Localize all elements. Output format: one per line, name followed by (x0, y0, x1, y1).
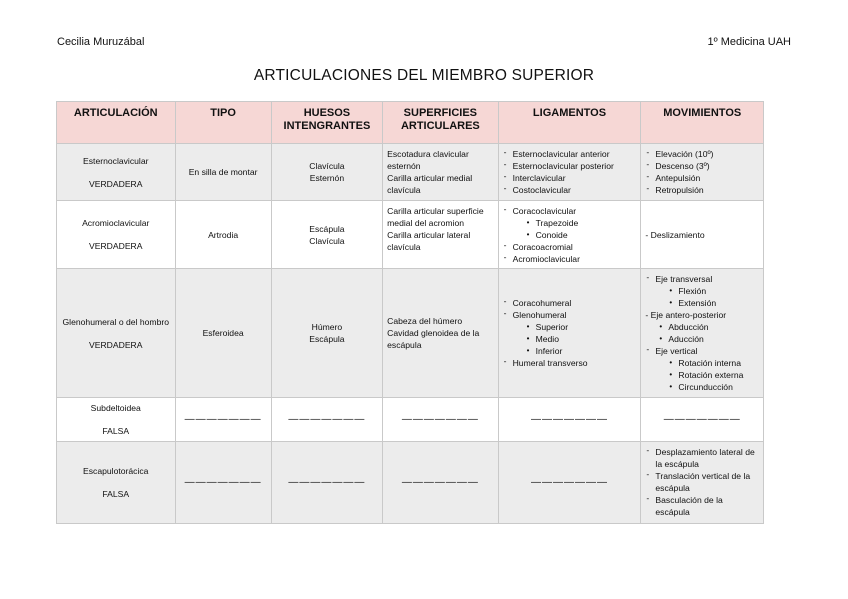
type-cell: En silla de montar (175, 144, 271, 201)
ligament-item: - Esternoclavicular anterior (503, 148, 637, 160)
author-name: Cecilia Muruzábal (57, 36, 145, 48)
movements-cell (641, 144, 764, 201)
movement-subitem: • Abducción (659, 321, 759, 333)
bone-item: Escápula (309, 334, 345, 344)
surface-item: Carilla articular lateral clavícula (387, 230, 471, 252)
movement-item: - Antepulsión (645, 172, 759, 184)
movements-cell (641, 201, 764, 269)
table-row (57, 398, 764, 442)
movement-item: - Elevación (10º) (645, 148, 759, 160)
movement-item: - Retropulsión (645, 184, 759, 196)
ligament-item (503, 205, 637, 241)
empty-cell: ——————— (383, 442, 498, 524)
column-header-huesos-line2: INTENGRANTES (283, 120, 371, 132)
movement-item: - Desplazamiento lateral de la escápula (645, 446, 759, 470)
ligament-item: - Coracoacromial (503, 241, 637, 253)
empty-cell: ——————— (498, 442, 641, 524)
table-header-row (57, 102, 764, 144)
surfaces-cell (383, 201, 498, 269)
column-header-superficies (383, 102, 498, 144)
ligaments-cell (498, 269, 641, 398)
surfaces-cell (383, 269, 498, 398)
movement-axis: Eje transversal (655, 274, 713, 284)
bone-item: Clavícula (309, 235, 345, 246)
movement-axis: - Eje antero-posterior (645, 310, 727, 320)
joint-cell (57, 144, 176, 201)
ligament-label: Glenohumeral (512, 310, 567, 320)
empty-cell: ——————— (271, 442, 382, 524)
bones-cell (271, 201, 382, 269)
movement-subitem: • Extensión (669, 297, 759, 309)
ligaments-cell (498, 144, 641, 201)
bone-item: Escápula (309, 223, 345, 234)
column-header-huesos (271, 102, 382, 144)
ligament-subitem: • Medio (527, 333, 637, 345)
ligament-subitem: • Trapezoide (527, 217, 637, 229)
movement-item: - Translación vertical de la escápula (645, 470, 759, 494)
empty-cell: ——————— (271, 398, 382, 442)
ligament-item: - Humeral transverso (503, 357, 637, 369)
surface-item: Escotadura clavicular esternón (387, 149, 469, 171)
bone-item: Clavícula (309, 161, 345, 171)
movements-cell (641, 442, 764, 524)
movements-cell (641, 269, 764, 398)
joint-name: Escapulotorácica (83, 466, 149, 476)
joint-cell (57, 398, 176, 442)
movement-subitem: • Circunducción (669, 381, 759, 393)
column-header-superficies-line2: ARTICULARES (400, 120, 480, 132)
ligament-item: - Costoclavicular (503, 184, 637, 196)
ligament-subitem: • Conoide (527, 229, 637, 241)
joint-name: Subdeltoidea (90, 403, 141, 413)
joint-kind: FALSA (102, 489, 130, 499)
ligament-item (503, 309, 637, 357)
movement-subitem: • Flexión (669, 285, 759, 297)
ligaments-cell (498, 201, 641, 269)
joint-kind: VERDADERA (89, 339, 143, 350)
bone-item: Esternón (309, 173, 345, 183)
bones-cell (271, 269, 382, 398)
movement-item (645, 345, 759, 393)
surfaces-cell (383, 144, 498, 201)
joint-name: Glenohumeral o del hombro (62, 316, 170, 327)
movement-subitem: • Rotación externa (669, 369, 759, 381)
surface-item: Carilla articular superficie medial del acromion (387, 206, 484, 228)
course-label: 1º Medicina UAH (707, 36, 791, 48)
movement-item: - Deslizamiento (645, 229, 705, 240)
column-header-huesos-line1: HUESOS (303, 107, 351, 119)
bones-cell (271, 144, 382, 201)
ligament-item: - Interclavicular (503, 172, 637, 184)
surface-item: Cabeza del húmero (387, 316, 463, 326)
ligament-subitem: • Superior (527, 321, 637, 333)
page-title: ARTICULACIONES DEL MIEMBRO SUPERIOR (253, 67, 595, 84)
column-header-articulacion: ARTICULACIÓN (57, 102, 176, 144)
ligament-label: Coracoclavicular (512, 206, 577, 216)
joint-cell (57, 269, 176, 398)
joint-kind: VERDADERA (89, 178, 143, 189)
movement-item: - Descenso (3º) (645, 160, 759, 172)
column-header-superficies-line1: SUPERFICIES (403, 107, 478, 119)
surface-item: Cavidad glenoidea de la escápula (387, 328, 480, 350)
table-row (57, 144, 764, 201)
table-row (57, 269, 764, 398)
empty-cell: ——————— (641, 398, 764, 442)
movement-item: - Basculación de la escápula (645, 494, 759, 518)
empty-cell: ——————— (175, 398, 271, 442)
surface-item: Carilla articular medial clavícula (387, 173, 473, 195)
column-header-tipo: TIPO (175, 102, 271, 144)
bone-item: Húmero (311, 322, 343, 332)
column-header-movimientos: MOVIMIENTOS (641, 102, 764, 144)
movement-subitem: • Rotación interna (669, 357, 759, 369)
movement-subitem: • Aducción (659, 333, 759, 345)
movement-axis: Eje vertical (655, 346, 698, 356)
joint-cell (57, 201, 176, 269)
type-cell: Esferoidea (175, 269, 271, 398)
joint-name: Esternoclavicular (83, 155, 149, 166)
empty-cell: ——————— (498, 398, 641, 442)
ligament-item: - Coracohumeral (503, 297, 637, 309)
empty-cell: ——————— (383, 398, 498, 442)
movement-item (645, 273, 759, 309)
joint-kind: VERDADERA (89, 241, 143, 251)
table-row (57, 442, 764, 524)
joint-name: Acromioclavicular (82, 218, 150, 228)
table-row (57, 201, 764, 269)
empty-cell: ——————— (175, 442, 271, 524)
joint-kind: FALSA (102, 426, 130, 436)
column-header-ligamentos: LIGAMENTOS (498, 102, 641, 144)
joint-cell (57, 442, 176, 524)
ligament-item: - Esternoclavicular posterior (503, 160, 637, 172)
joints-table (56, 101, 764, 524)
ligament-subitem: • Inferior (527, 345, 637, 357)
type-cell: Artrodia (175, 201, 271, 269)
ligament-item: - Acromioclavicular (503, 253, 637, 265)
